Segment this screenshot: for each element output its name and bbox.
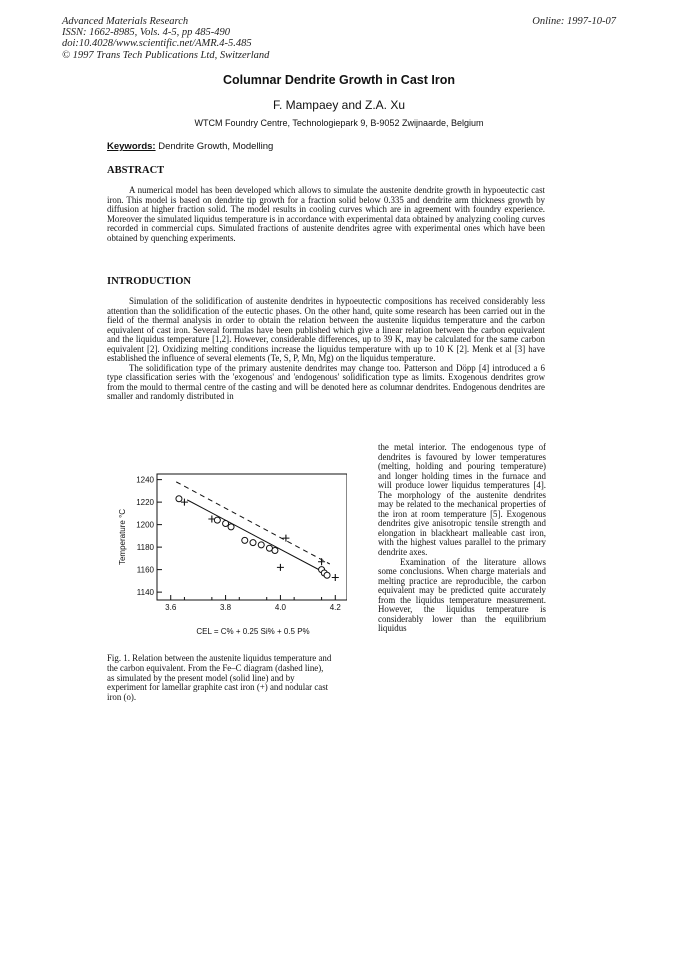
online-date: Online: 1997-10-07 [532,16,616,27]
introduction-body [107,297,545,402]
lamellar-point [332,574,339,581]
y-tick-label: 1220 [136,498,154,508]
nodular-point [242,537,248,543]
keywords-text: Dendrite Growth, Modelling [158,141,274,152]
paper-authors: F. Mampaey and Z.A. Xu [272,98,406,112]
y-tick-label: 1240 [136,475,154,485]
journal-name: Advanced Materials Research [62,16,189,27]
y-tick-label: 1160 [136,565,154,575]
nodular-point [176,496,182,502]
right-column-text [378,443,546,634]
intro-paragraph-1: Simulation of the solidification of austenite dendrites in hypoeutectic compositions has received considerably less attention than the solidification of the eutectic phases. On the other hand, quite some research has been carried out in the field of the thermal analysis in order to obtain the relation between the austenite liquidus temperature and the carbon equivalent of cast iron. Several formulas have been published which give a linear relation between the carbon equivalent and the liquidus temperature [1,2]. However, considerable differences, up to 39 K, may be calculated for the same carbon equivalent [2]. Oxidizing melting conditions increase the liquidus temperature with up to 10 K [2]. Menk et al [3] have established the influence of several elements (Te, S, P, Mn, Mg) on the liquidus temperature. [107,296,545,364]
nodular-point [272,548,278,554]
nodular-point [258,542,264,548]
x-tick-label: 3.6 [165,603,177,612]
figure-1-chart [107,462,347,648]
x-tick-label: 4.2 [329,603,341,612]
intro-paragraph-2-continued: the metal interior. The endogenous type of dendrites is favoured by lower temperatures (melting, holding and pouring temperature) and longer holding times in the furnace and will produce lower liquidus temperatures [4]. The morphology of the austenite dendrites may be related to the mechanical properties of the iron at room temperature [5]. Exogenous dendrites give anisotropic tensile strength and elongation in blackheart malleable cast iron, with the highest values parallel to the primary dendrite axes. [378,442,546,558]
x-tick-label: 4.0 [274,603,286,612]
nodular-point [228,524,234,530]
affiliation: WTCM Foundry Centre, Technologiepark 9, B-9052 Zwijnaarde, Belgium [194,118,484,128]
nodular-point [223,521,229,527]
issn-line: ISSN: 1662-8985, Vols. 4-5, pp 485-490 [62,27,230,39]
introduction-heading: INTRODUCTION [107,276,192,287]
paper-title: Columnar Dendrite Growth in Cast Iron [223,73,455,87]
fe-c-dashed-line [176,482,330,564]
y-tick-label: 1180 [136,543,154,553]
nodular-point [214,517,220,523]
nodular-point [250,540,256,546]
x-tick-label: 3.8 [220,603,232,612]
lamellar-point [282,535,289,542]
x-axis-label: CEL = C% + 0.25 Si% + 0.5 P% [196,627,310,636]
intro-paragraph-2: The solidification type of the primary austenite dendrites may change too. Patterson and Döpp [4] introduced a 6 type classification series with the 'exogenous' and 'endogenous' solidification type as limits. Exogenous dendrites grow from the mould to thermal centre of the casting and will be denoted here as columnar dendrites. Endogenous dendrites are smaller and randomly distributed in [107,362,545,402]
figure-caption: Fig. 1. Relation between the austenite liquidus temperature and the carbon equivalent. From the Fe–C diagram (dashed line), as simulated by the present model (solid line) and by experiment for lamellar graphite cast iron (+) and nodular cast iron (o). [107,653,332,703]
y-tick-label: 1140 [136,588,154,598]
model-solid-line [187,500,319,570]
lamellar-point [277,564,284,571]
keywords [107,141,273,152]
y-tick-label: 1200 [136,520,154,530]
intro-paragraph-3: Examination of the literature allows some conclusions. When charge materials and melting practice are reproducible, the carbon equivalent may be predicted quite accurately from the liquidus temperature measurement. However, the liquidus temperature is considerably lower than the equilibrium liquidus [378,556,546,634]
abstract-body [107,186,545,243]
doi-line[interactable]: doi:10.4028/www.scientific.net/AMR.4-5.485 [62,38,252,50]
lamellar-point [318,558,325,565]
copyright-line: © 1997 Trans Tech Publications Ltd, Switzerland [62,49,270,61]
journal-header [62,16,269,61]
abstract-text: A numerical model has been developed which allows to simulate the austenite dendrite growth in hypoeutectic cast iron. This model is based on dendrite tip growth for a fraction solid below 0.335 and dendrite arm thickness growth by diffusion at higher fraction solid. The model results in cooling curves which are in agreement with foundry experience. Moreover the simulated liquidus temperature is in accordance with experimental data obtained by analyzing cooling curves recorded in commercial cups. Simulated fractions of austenite dendrites agree with experimental ones which have been obtained by quenching experiments. [107,185,545,243]
nodular-point [324,572,330,578]
abstract-heading: ABSTRACT [107,165,165,176]
y-axis-label: Temperature °C [118,508,127,566]
plot-frame [157,474,347,600]
keywords-label: Keywords: [107,141,156,152]
